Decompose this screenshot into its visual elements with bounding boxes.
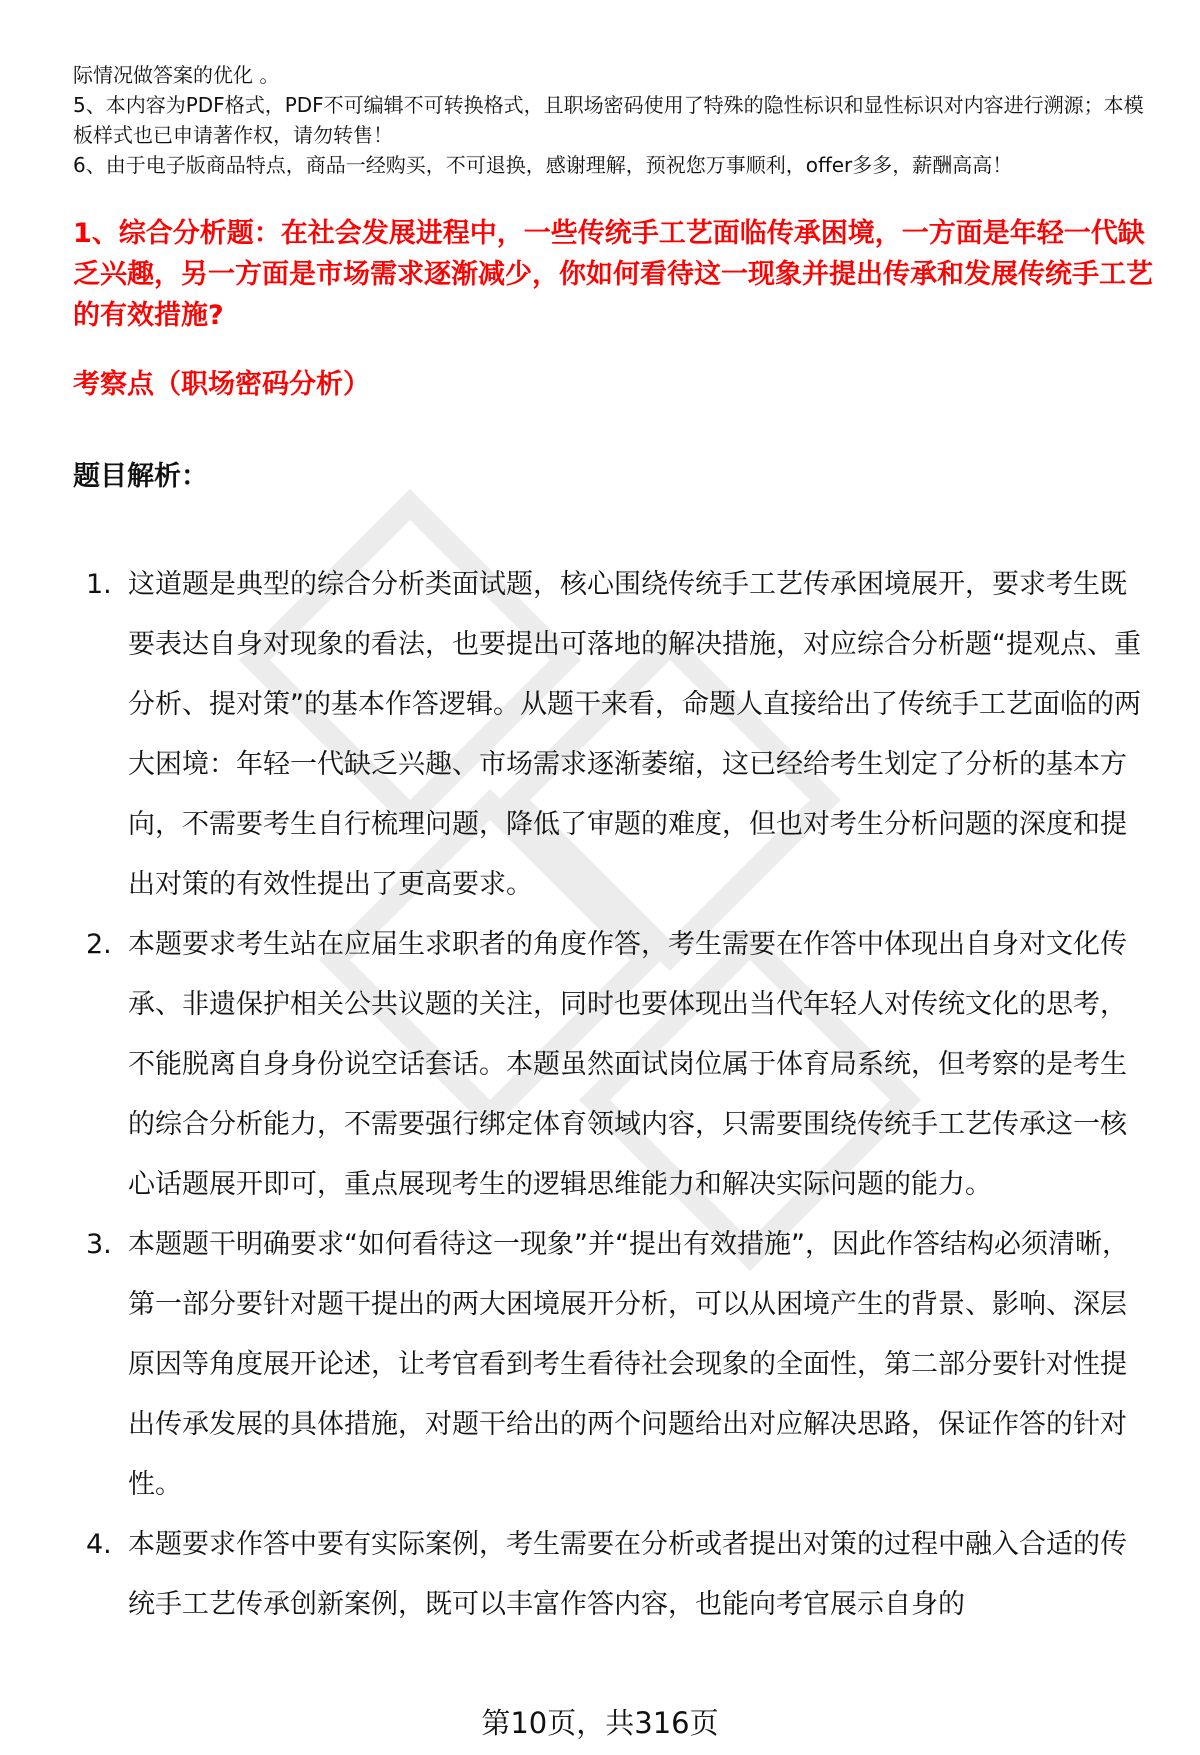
list-number: 4.	[86, 1529, 112, 1560]
list-text: 这道题是典型的综合分析类面试题，核心围绕传统手工艺传承困境展开，要求考生既要表达自身对现象的看法，也要提出可落地的解决措施，对应综合分析题“提观点、重分析、提对策”的基本作答逻辑。从题干来看，命题人直接给出了传统手工艺面临的两大困境：年轻一代缺乏兴趣、市场需求逐渐萎缩，这已经给考生划定了分析的基本方向，不需要考生自行梳理问题，降低了审题的难度，但也对考生分析问题的深度和提出对策的有效性提出了更高要求。	[128, 569, 1141, 900]
list-number: 3.	[86, 1229, 112, 1260]
list-text: 本题要求考生站在应届生求职者的角度作答，考生需要在作答中体现出自身对文化传承、非遗保护相关公共议题的关注，同时也要体现出当代年轻人对传统文化的思考，不能脱离自身身份说空话套话。本题虽然面试岗位属于体育局系统，但考察的是考生的综合分析能力，不需要强行绑定体育领域内容，只需要围绕传统手工艺传承这一核心话题展开即可，重点展现考生的逻辑思维能力和解决实际问题的能力。	[128, 929, 1127, 1200]
page-number-footer: 第10页，共316页	[481, 1706, 719, 1740]
note-line: 6、由于电子版商品特点，商品一经购买，不可退换，感谢理解，预祝您万事顺利，offer多多，薪酬高高！	[73, 153, 1013, 177]
note-line: 5、本内容为PDF格式，PDF不可编辑不可转换格式，且职场密码使用了特殊的隐性标识和显性标识对内容进行溯源；本模板样式也已申请著作权，请勿转售！	[73, 93, 1144, 147]
list-number: 1.	[86, 569, 112, 600]
list-item	[73, 1515, 1153, 1635]
question-heading: 1、综合分析题：在社会发展进程中，一些传统手工艺面临传承困境，一方面是年轻一代缺乏兴趣，另一方面是市场需求逐渐减少，你如何看待这一现象并提出传承和发展传统手工艺的有效措施?	[73, 218, 1153, 331]
list-number: 2.	[86, 929, 112, 960]
list-item	[73, 1215, 1153, 1515]
kaocha-title: 考察点（职场密码分析）	[73, 369, 370, 400]
note-line: 际情况做答案的优化 。	[73, 63, 280, 87]
analysis-list	[73, 555, 1153, 1635]
list-item	[73, 915, 1153, 1215]
notes-block	[73, 60, 1153, 180]
list-text: 本题题干明确要求“如何看待这一现象”并“提出有效措施”，因此作答结构必须清晰，第一部分要针对题干提出的两大困境展开分析，可以从困境产生的背景、影响、深层原因等角度展开论述，让考官看到考生看待社会现象的全面性，第二部分要针对性提出传承发展的具体措施，对题干给出的两个问题给出对应解决思路，保证作答的针对性。	[128, 1229, 1129, 1500]
list-item	[73, 555, 1153, 915]
analysis-title: 题目解析：	[73, 461, 208, 492]
list-text: 本题要求作答中要有实际案例，考生需要在分析或者提出对策的过程中融入合适的传统手工艺传承创新案例，既可以丰富作答内容，也能向考官展示自身的	[128, 1529, 1127, 1620]
